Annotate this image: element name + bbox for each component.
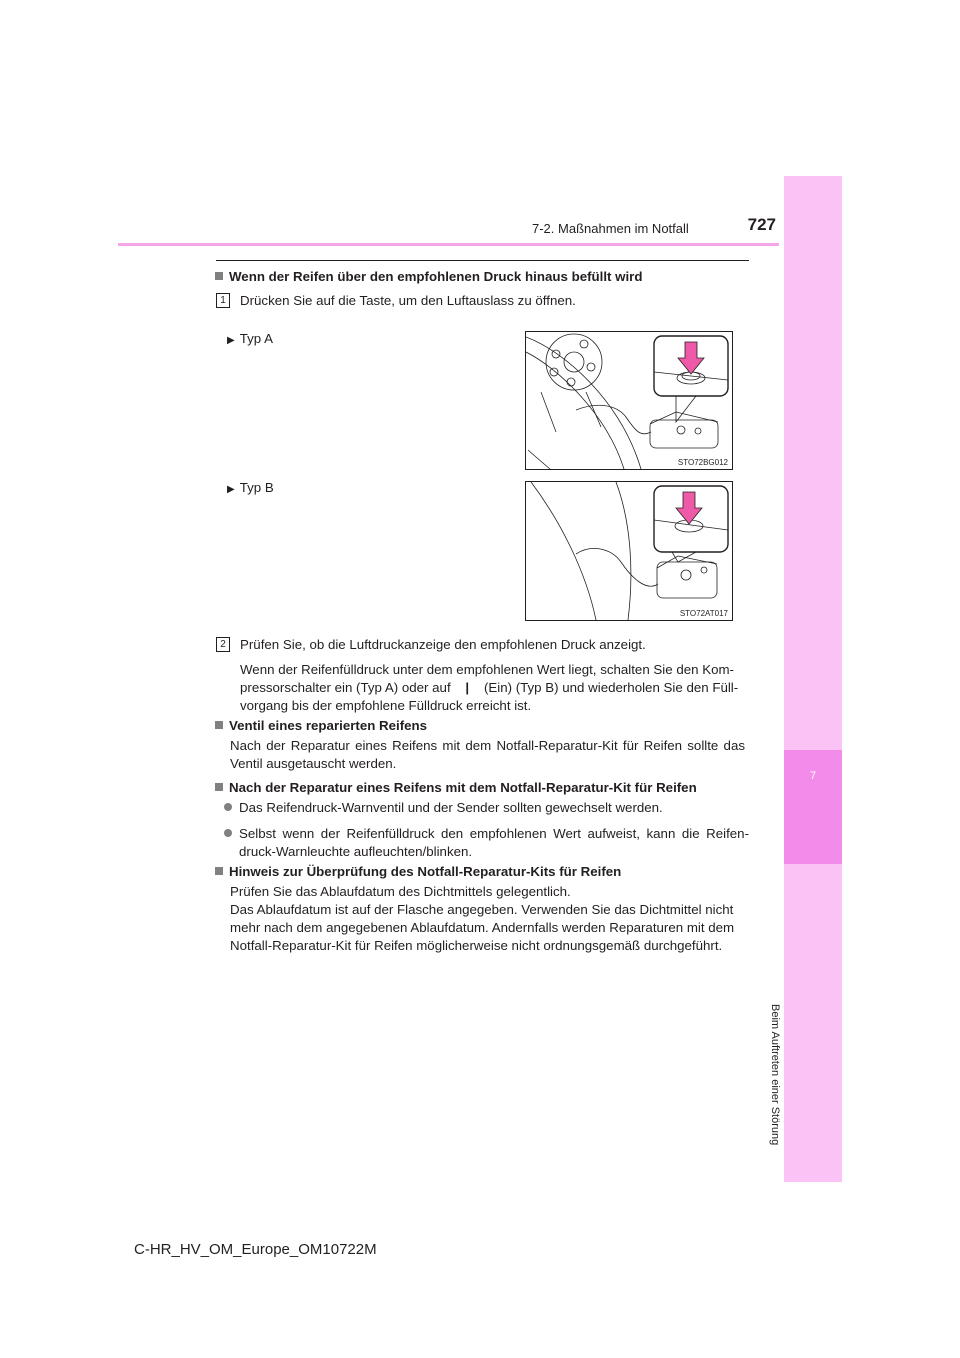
heading-overinflated: Wenn der Reifen über den empfohlenen Druck hinaus befüllt wird — [215, 268, 755, 286]
round-bullet-icon — [224, 803, 232, 811]
heading-after-repair: Nach der Reparatur eines Reifens mit dem Notfall-Reparatur-Kit für Reifen — [215, 779, 755, 797]
square-bullet-icon — [215, 783, 223, 791]
section-divider — [216, 260, 749, 261]
after-repair-bullet-1: Das Reifendruck-Warnventil und der Sender sollten gewechselt werden. — [224, 799, 749, 817]
heading-valve: Ventil eines reparierten Reifens — [215, 717, 755, 735]
triangle-right-icon: ▶ — [227, 335, 235, 346]
header-rule — [118, 243, 779, 246]
square-bullet-icon — [215, 721, 223, 729]
heading-check: Hinweis zur Überprüfung des Notfall-Reparatur-Kits für Reifen — [215, 863, 755, 881]
figure-b-code: STO72AT017 — [679, 609, 728, 618]
after-repair-bullet-2: Selbst wenn der Reifenfülldruck den empfohlenen Wert aufweist, kann die Reifen-druck-Warnleuchte aufleuchten/blinken. — [224, 825, 749, 861]
check-text: Prüfen Sie das Ablaufdatum des Dichtmittels gelegentlich. Das Ablaufdatum ist auf der Flasche angegeben. Verwenden Sie das Dichtmittel nicht mehr nach dem angegebenen Ablaufdatum. Andernfalls werden Reparaturen mit dem Notfall-Reparatur-Kit für Reifen möglicherweise nicht ordnungsgemäß durchgeführt. — [230, 884, 735, 953]
chapter-tab-active — [784, 750, 842, 864]
on-switch-symbol: | — [465, 680, 470, 695]
round-bullet-icon — [224, 829, 232, 837]
valve-text: Nach der Reparatur eines Reifens mit dem Notfall-Reparatur-Kit für Reifen sollte das Ventil ausgetauscht werden. — [230, 738, 745, 771]
chapter-side-tab — [784, 176, 842, 1182]
tire-compressor-illustration-b — [526, 482, 732, 620]
page-number: 727 — [747, 215, 776, 234]
type-a-label: ▶ Typ A — [227, 331, 273, 346]
tire-compressor-illustration-a — [526, 332, 732, 469]
step-1-text: Drücken Sie auf die Taste, um den Luftauslass zu öffnen. — [240, 293, 576, 308]
header-section-title: 7-2. Maßnahmen im Notfall — [532, 221, 689, 236]
triangle-right-icon: ▶ — [227, 484, 235, 495]
overinflate-note: Wenn der Reifenfülldruck unter dem empfohlenen Wert liegt, schalten Sie den Kom- pressorschalter ein (Typ A) oder auf | (Ein) (Typ B) und wiederholen Sie den Füll- vorgang bis der empfohlene Fülldruck erreicht ist. — [240, 662, 739, 713]
figure-type-a — [525, 331, 733, 470]
square-bullet-icon — [215, 272, 223, 280]
figure-type-b — [525, 481, 733, 621]
step-2-text: Prüfen Sie, ob die Luftdruckanzeige den empfohlenen Druck anzeigt. — [240, 637, 646, 652]
chapter-number: 7 — [809, 770, 817, 782]
chapter-title: Beim Auftreten einer Störung — [769, 1004, 781, 1146]
footer-doc-id: C-HR_HV_OM_Europe_OM10722M — [134, 1241, 377, 1258]
figure-a-code: STO72BG012 — [677, 458, 728, 467]
type-b-label: ▶ Typ B — [227, 480, 274, 495]
step-2-badge: 2 — [216, 637, 230, 652]
square-bullet-icon — [215, 867, 223, 875]
step-1-badge: 1 — [216, 293, 230, 308]
